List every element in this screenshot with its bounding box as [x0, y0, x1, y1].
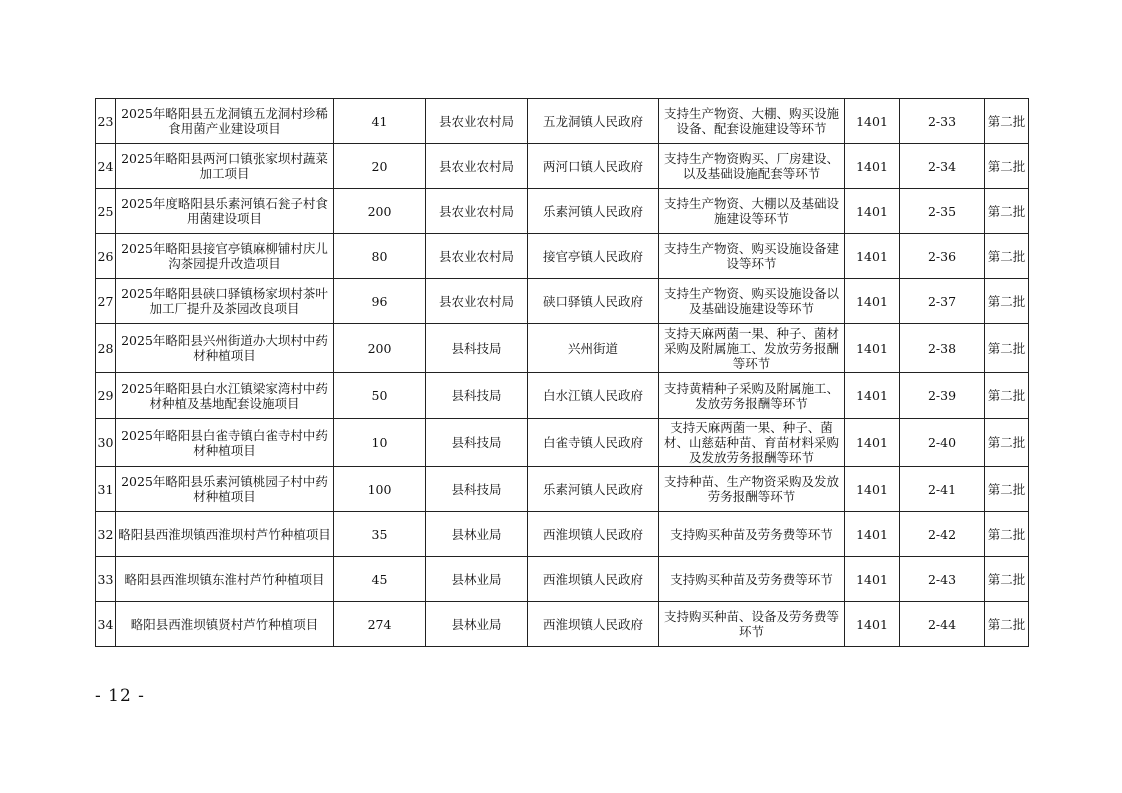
table-row	[96, 557, 1029, 602]
row-number-cell: 25	[96, 189, 116, 234]
fund-amount-cell: 100	[334, 467, 426, 512]
implementing-unit-cell: 硖口驿镇人民政府	[528, 279, 659, 324]
subject-code-cell: 1401	[845, 99, 900, 144]
subject-code-cell: 1401	[845, 279, 900, 324]
table-row	[96, 99, 1029, 144]
document-number-cell: 2-33	[900, 99, 985, 144]
row-number-cell: 34	[96, 602, 116, 647]
implementing-unit-cell: 乐素河镇人民政府	[528, 189, 659, 234]
project-name-cell: 略阳县西淮坝镇西淮坝村芦竹种植项目	[116, 512, 334, 557]
row-number-cell: 33	[96, 557, 116, 602]
department-cell: 县农业农村局	[426, 99, 528, 144]
department-cell: 县林业局	[426, 602, 528, 647]
implementing-unit-cell: 五龙洞镇人民政府	[528, 99, 659, 144]
department-cell: 县科技局	[426, 467, 528, 512]
document-number-cell: 2-44	[900, 602, 985, 647]
support-content-cell: 支持购买种苗及劳务费等环节	[659, 512, 845, 557]
table-row	[96, 324, 1029, 373]
batch-cell: 第二批	[985, 234, 1029, 279]
department-cell: 县科技局	[426, 373, 528, 419]
project-name-cell: 2025年略阳县两河口镇张家坝村蔬菜加工项目	[116, 144, 334, 189]
implementing-unit-cell: 乐素河镇人民政府	[528, 467, 659, 512]
batch-cell: 第二批	[985, 419, 1029, 467]
batch-cell: 第二批	[985, 557, 1029, 602]
table-row	[96, 602, 1029, 647]
fund-amount-cell: 45	[334, 557, 426, 602]
project-table	[95, 98, 1029, 647]
support-content-cell: 支持购买种苗及劳务费等环节	[659, 557, 845, 602]
fund-amount-cell: 274	[334, 602, 426, 647]
implementing-unit-cell: 白雀寺镇人民政府	[528, 419, 659, 467]
support-content-cell: 支持种苗、生产物资采购及发放劳务报酬等环节	[659, 467, 845, 512]
support-content-cell: 支持生产物资、购买设施设备以及基础设施建设等环节	[659, 279, 845, 324]
support-content-cell: 支持生产物资、大棚以及基础设施建设等环节	[659, 189, 845, 234]
implementing-unit-cell: 白水江镇人民政府	[528, 373, 659, 419]
fund-amount-cell: 41	[334, 99, 426, 144]
department-cell: 县农业农村局	[426, 189, 528, 234]
row-number-cell: 23	[96, 99, 116, 144]
subject-code-cell: 1401	[845, 512, 900, 557]
implementing-unit-cell: 西淮坝镇人民政府	[528, 557, 659, 602]
subject-code-cell: 1401	[845, 234, 900, 279]
table-row	[96, 144, 1029, 189]
document-number-cell: 2-35	[900, 189, 985, 234]
project-name-cell: 略阳县西淮坝镇东淮村芦竹种植项目	[116, 557, 334, 602]
subject-code-cell: 1401	[845, 557, 900, 602]
project-name-cell: 2025年略阳县白水江镇梁家湾村中药材种植及基地配套设施项目	[116, 373, 334, 419]
row-number-cell: 31	[96, 467, 116, 512]
table-row	[96, 189, 1029, 234]
subject-code-cell: 1401	[845, 419, 900, 467]
subject-code-cell: 1401	[845, 324, 900, 373]
batch-cell: 第二批	[985, 373, 1029, 419]
project-name-cell: 2025年略阳县兴州街道办大坝村中药材种植项目	[116, 324, 334, 373]
support-content-cell: 支持天麻两菌一果、种子、菌材采购及附属施工、发放劳务报酬等环节	[659, 324, 845, 373]
table-row	[96, 419, 1029, 467]
table-row	[96, 234, 1029, 279]
implementing-unit-cell: 西淮坝镇人民政府	[528, 512, 659, 557]
document-number-cell: 2-41	[900, 467, 985, 512]
subject-code-cell: 1401	[845, 144, 900, 189]
implementing-unit-cell: 西淮坝镇人民政府	[528, 602, 659, 647]
table-body	[96, 99, 1029, 647]
document-number-cell: 2-34	[900, 144, 985, 189]
batch-cell: 第二批	[985, 324, 1029, 373]
document-number-cell: 2-37	[900, 279, 985, 324]
support-content-cell: 支持生产物资购买、厂房建设、以及基础设施配套等环节	[659, 144, 845, 189]
row-number-cell: 32	[96, 512, 116, 557]
batch-cell: 第二批	[985, 279, 1029, 324]
row-number-cell: 24	[96, 144, 116, 189]
department-cell: 县林业局	[426, 512, 528, 557]
document-number-cell: 2-36	[900, 234, 985, 279]
implementing-unit-cell: 接官亭镇人民政府	[528, 234, 659, 279]
batch-cell: 第二批	[985, 99, 1029, 144]
fund-amount-cell: 200	[334, 324, 426, 373]
support-content-cell: 支持黄精种子采购及附属施工、发放劳务报酬等环节	[659, 373, 845, 419]
fund-amount-cell: 96	[334, 279, 426, 324]
project-name-cell: 2025年略阳县硖口驿镇杨家坝村茶叶加工厂提升及茶园改良项目	[116, 279, 334, 324]
department-cell: 县农业农村局	[426, 144, 528, 189]
support-content-cell: 支持购买种苗、设备及劳务费等环节	[659, 602, 845, 647]
support-content-cell: 支持天麻两菌一果、种子、菌材、山慈菇种苗、育苗材料采购及发放劳务报酬等环节	[659, 419, 845, 467]
fund-amount-cell: 35	[334, 512, 426, 557]
fund-amount-cell: 20	[334, 144, 426, 189]
row-number-cell: 27	[96, 279, 116, 324]
project-name-cell: 2025年略阳县接官亭镇麻柳铺村庆儿沟茶园提升改造项目	[116, 234, 334, 279]
implementing-unit-cell: 兴州街道	[528, 324, 659, 373]
support-content-cell: 支持生产物资、购买设施设备建设等环节	[659, 234, 845, 279]
batch-cell: 第二批	[985, 189, 1029, 234]
support-content-cell: 支持生产物资、大棚、购买设施设备、配套设施建设等环节	[659, 99, 845, 144]
fund-amount-cell: 50	[334, 373, 426, 419]
department-cell: 县农业农村局	[426, 234, 528, 279]
row-number-cell: 29	[96, 373, 116, 419]
project-name-cell: 2025年度略阳县乐素河镇石瓮子村食用菌建设项目	[116, 189, 334, 234]
row-number-cell: 28	[96, 324, 116, 373]
document-number-cell: 2-39	[900, 373, 985, 419]
document-number-cell: 2-42	[900, 512, 985, 557]
table-row	[96, 279, 1029, 324]
batch-cell: 第二批	[985, 467, 1029, 512]
row-number-cell: 26	[96, 234, 116, 279]
fund-amount-cell: 200	[334, 189, 426, 234]
document-number-cell: 2-40	[900, 419, 985, 467]
page-number: - 12 -	[95, 686, 145, 706]
fund-amount-cell: 80	[334, 234, 426, 279]
table-row	[96, 467, 1029, 512]
project-name-cell: 2025年略阳县五龙洞镇五龙洞村珍稀食用菌产业建设项目	[116, 99, 334, 144]
project-name-cell: 2025年略阳县乐素河镇桃园子村中药材种植项目	[116, 467, 334, 512]
table-row	[96, 512, 1029, 557]
department-cell: 县农业农村局	[426, 279, 528, 324]
document-number-cell: 2-38	[900, 324, 985, 373]
department-cell: 县林业局	[426, 557, 528, 602]
subject-code-cell: 1401	[845, 189, 900, 234]
project-name-cell: 略阳县西淮坝镇贤村芦竹种植项目	[116, 602, 334, 647]
subject-code-cell: 1401	[845, 467, 900, 512]
subject-code-cell: 1401	[845, 602, 900, 647]
row-number-cell: 30	[96, 419, 116, 467]
batch-cell: 第二批	[985, 602, 1029, 647]
table-row	[96, 373, 1029, 419]
batch-cell: 第二批	[985, 512, 1029, 557]
fund-amount-cell: 10	[334, 419, 426, 467]
document-number-cell: 2-43	[900, 557, 985, 602]
project-name-cell: 2025年略阳县白雀寺镇白雀寺村中药材种植项目	[116, 419, 334, 467]
department-cell: 县科技局	[426, 324, 528, 373]
batch-cell: 第二批	[985, 144, 1029, 189]
subject-code-cell: 1401	[845, 373, 900, 419]
department-cell: 县科技局	[426, 419, 528, 467]
implementing-unit-cell: 两河口镇人民政府	[528, 144, 659, 189]
